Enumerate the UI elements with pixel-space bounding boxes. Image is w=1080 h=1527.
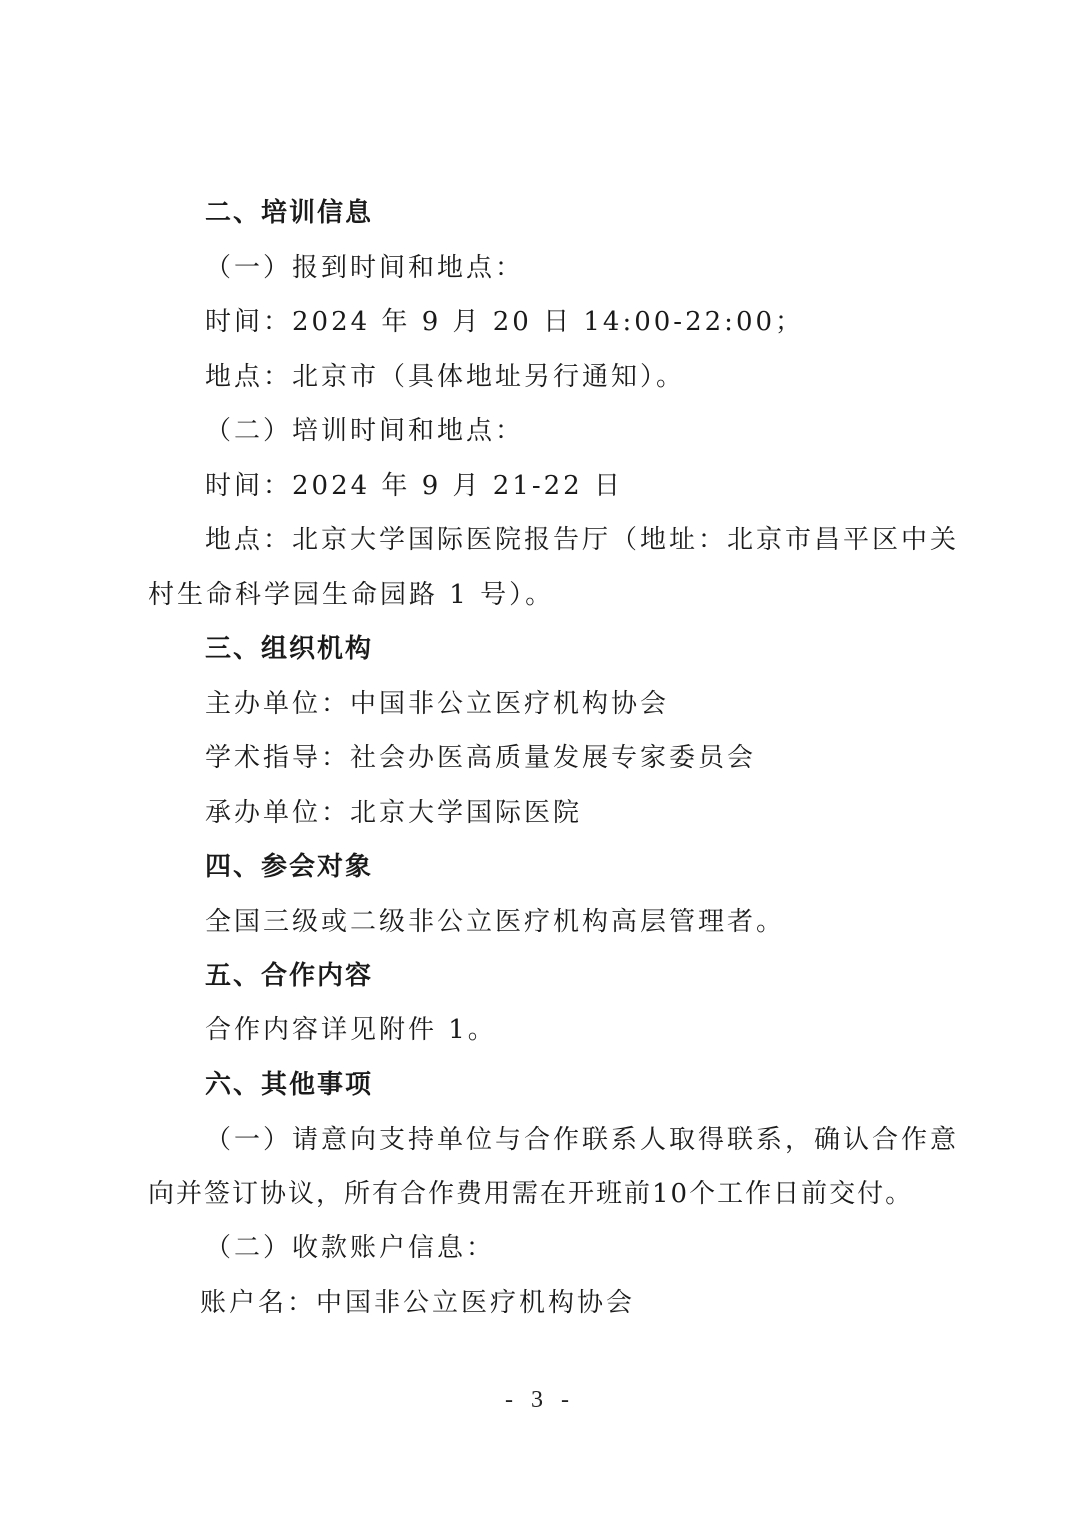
subsection-title-training: （二）培训时间和地点： (205, 416, 525, 446)
subsection-title-checkin: （一）报到时间和地点： (205, 253, 525, 283)
training-time: 时间：2024 年 9 月 21-22 日 (205, 471, 623, 501)
participants-text: 全国三级或二级非公立医疗机构高层管理者。 (205, 907, 786, 937)
section-heading-organization: 三、组织机构 (205, 634, 374, 664)
other-item2-title: （二）收款账户信息： (205, 1233, 496, 1263)
cooperation-text: 合作内容详见附件 1。 (205, 1015, 497, 1045)
checkin-time: 时间：2024 年 9 月 20 日 14:00-22:00； (205, 307, 805, 337)
other-item1-line2: 向并签订协议，所有合作费用需在开班前10个工作日前交付。 (148, 1179, 914, 1209)
account-name: 账户名：中国非公立医疗机构协会 (200, 1288, 636, 1318)
section-heading-cooperation: 五、合作内容 (205, 961, 374, 991)
page-number: - 3 - (505, 1387, 575, 1413)
section-heading-participants: 四、参会对象 (205, 852, 374, 882)
other-item1-line1: （一）请意向支持单位与合作联系人取得联系，确认合作意 (205, 1125, 960, 1155)
academic-guidance: 学术指导：社会办医高质量发展专家委员会 (205, 743, 757, 773)
training-place-line1: 地点：北京大学国际医院报告厅（地址：北京市昌平区中关 (205, 525, 960, 555)
host-unit: 主办单位：中国非公立医疗机构协会 (205, 689, 670, 719)
section-heading-other: 六、其他事项 (205, 1070, 374, 1100)
organizer-unit: 承办单位：北京大学国际医院 (205, 798, 583, 828)
checkin-place: 地点：北京市（具体地址另行通知）。 (205, 362, 686, 392)
training-place-line2: 村生命科学园生命园路 1 号）。 (148, 580, 555, 610)
section-heading-training-info: 二、培训信息 (205, 198, 374, 228)
